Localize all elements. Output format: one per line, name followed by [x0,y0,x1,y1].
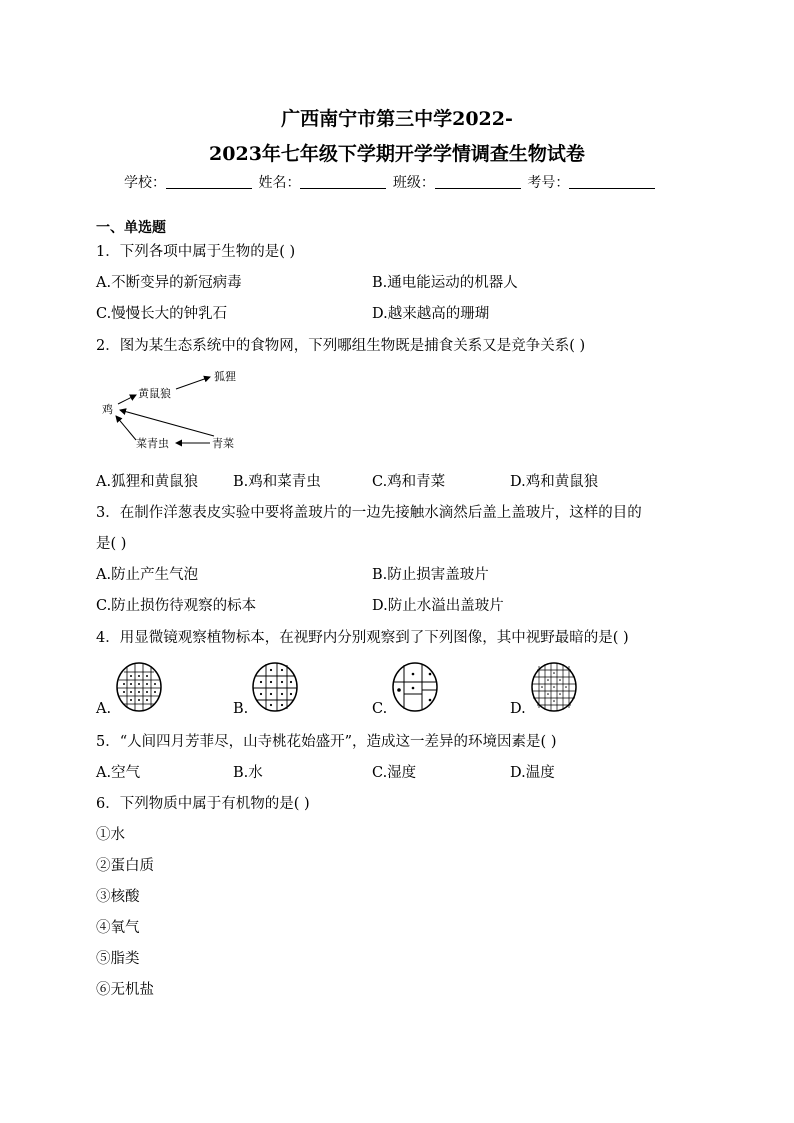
q6-item-3: ③核酸 [96,889,140,905]
name-blank [300,176,386,189]
q4-option-d: D. [510,701,526,717]
q4-option-b: B. [233,701,249,717]
q5-option-d: D.温度 [510,765,555,781]
q2-option-b: B.鸡和菜青虫 [233,474,321,490]
arrow-chicken-weasel [118,395,136,404]
q5-option-c: C.湿度 [372,765,417,781]
page-title-line2: 2023年七年级下学期开学学情调查生物试卷 [209,143,585,165]
q6-item-6: ⑥无机盐 [96,982,154,998]
q1-option-b: B.通电能运动的机器人 [372,275,518,291]
q6-item-1: ①水 [96,827,125,843]
q2-option-d: D.鸡和黄鼠狼 [510,474,599,490]
food-web-chicken: 鸡 [102,403,113,416]
q5-option-b: B.水 [233,765,263,781]
name-label: 姓名： [258,175,301,191]
page-title-line1: 广西南宁市第三中学2022- [281,108,513,130]
section-heading: 一、单选题 [96,220,166,236]
q1-option-a: A.不断变异的新冠病毒 [96,275,242,291]
class-label: 班级： [392,175,435,191]
q1-stem: 1．下列各项中属于生物的是( ) [96,244,296,260]
q6-stem: 6．下列物质中属于有机物的是( ) [96,796,310,812]
number-blank [569,176,655,189]
q3-stem-line2: 是( ) [96,536,127,552]
food-web-weasel: 黄鼠狼 [138,387,171,400]
q4-option-a: A. [96,701,112,717]
q3-option-a: A.防止产生气泡 [96,567,199,583]
q1-option-c: C.慢慢长大的钟乳石 [96,306,228,322]
microscope-view-b [250,660,300,714]
class-blank [435,176,521,189]
student-info [124,172,657,192]
q5-option-a: A.空气 [96,765,141,781]
microscope-view-d [529,660,579,714]
q6-item-5: ⑤脂类 [96,951,140,967]
q3-option-b: B.防止损害盖玻片 [372,567,489,583]
food-web-vegetable: 青菜 [212,437,234,450]
food-web-diagram [96,364,256,454]
microscope-view-a [114,660,164,714]
school-blank [166,176,252,189]
q4-option-c: C. [372,701,388,717]
q2-option-c: C.鸡和青菜 [372,474,446,490]
q6-item-2: ②蛋白质 [96,858,154,874]
q4-stem: 4．用显微镜观察植物标本，在视野内分别观察到了下列图像，其中视野最暗的是( ) [96,630,629,646]
q3-option-d: D.防止水溢出盖玻片 [372,598,504,614]
food-web-caterpillar: 菜青虫 [136,437,169,450]
q3-option-c: C.防止损伤待观察的标本 [96,598,257,614]
arrow-caterpillar-chicken [116,416,136,440]
arrow-vegetable-chicken [120,410,214,436]
q1-option-d: D.越来越高的珊瑚 [372,306,490,322]
microscope-view-c [390,660,440,714]
number-label: 考号： [527,175,570,191]
q2-stem: 2．图为某生态系统中的食物网，下列哪组生物既是捕食关系又是竞争关系( ) [96,338,586,354]
arrow-weasel-fox [176,377,210,389]
q2-option-a: A.狐狸和黄鼠狼 [96,474,199,490]
q3-stem-line1: 3．在制作洋葱表皮实验中要将盖玻片的一边先接触水滴然后盖上盖玻片，这样的目的 [96,505,642,521]
q6-item-4: ④氧气 [96,920,140,936]
school-label: 学校： [124,175,166,191]
food-web-fox: 狐狸 [214,370,236,383]
q5-stem: 5．“人间四月芳菲尽，山寺桃花始盛开”，造成这一差异的环境因素是( ) [96,734,557,750]
